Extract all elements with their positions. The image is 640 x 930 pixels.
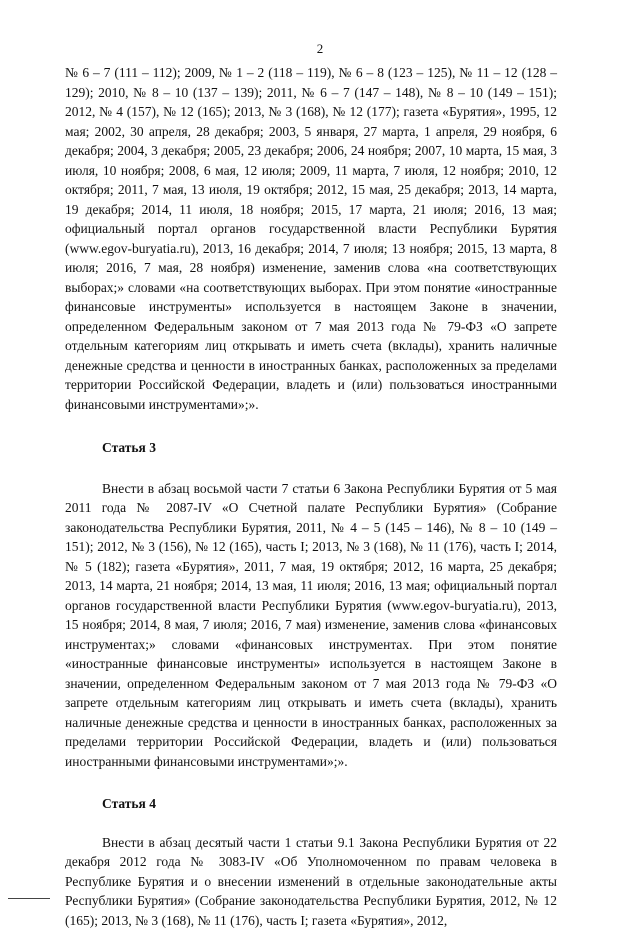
footer-rule (8, 898, 50, 899)
article-4-text: Внести в абзац десятый части 1 статьи 9.1 Закона Республики Бурятия от 22 декабря 2012 года № 3083-IV «Об Уполномоченном по правам человека в Республике Бурятия и о внесении изменений в отдельные законодательные акты Республики Бурятия» (Собрание законодательства Республики Бурятия, 2012, № 12 (165); 2013, № 3 (168), № 11 (176), часть I; газета «Бурятия», 2012, (65, 833, 557, 930)
article-3-text: Внести в абзац восьмой части 7 статьи 6 Закона Республики Бурятия от 5 мая 2011 года № 2087-IV «О Счетной палате Республики Бурятия» (Собрание законодательства Республики Бурятия, 2011, № 4 – 5 (145 – 146), № 8 – 10 (149 – 151); 2012, № 3 (156), № 12 (165), часть I; 2013, № 3 (168), № 11 (176), часть I; 2014, № 5 (182); газета «Бурятия», 2011, 7 мая, 19 октября; 2012, 16 марта, 25 декабря; 2013, 14 марта, 21 ноября; 2014, 13 мая, 11 июля; 2016, 13 мая; официальный портал органов государственной власти Республики Бурятия (www.egov-buryatia.ru), 2013, 15 ноября; 2014, 8 мая, 7 июля; 2016, 7 мая) изменение, заменив слова «финансовых инструментах;» словами «финансовых инструментах. При этом понятие «иностранные финансовые инструменты» используется в настоящем Законе в значении, определенном Федеральным законом от 7 мая 2013 года № 79-ФЗ «О запрете отдельным категориям лиц открывать и иметь счета (вклады), хранить наличные денежные средства и ценности в иностранных банках, расположенных за пределами территории Российской Федерации, владеть и (или) пользоваться иностранными финансовыми инструментами»;». (65, 479, 557, 772)
article-3-heading: Статья 3 (65, 438, 557, 458)
document-body (65, 63, 557, 930)
continued-paragraph: № 6 – 7 (111 – 112); 2009, № 1 – 2 (118 – 119), № 6 – 8 (123 – 125), № 11 – 12 (128 – 129); 2010, № 8 – 10 (137 – 139); 2011, № 6 – 7 (147 – 148), № 8 – 10 (149 – 151); 2012, № 4 (157), № 12 (165); 2013, № 3 (168), № 12 (177); газета «Бурятия», 1995, 12 мая; 2002, 30 апреля, 28 декабря; 2003, 5 января, 27 марта, 1 апреля, 29 ноября, 6 декабря; 2004, 3 декабря; 2005, 23 декабря; 2006, 24 ноября; 2007, 10 марта, 15 мая, 3 июля, 10 ноября; 2008, 6 мая, 12 июля; 2009, 11 марта, 7 июля, 12 ноября; 2010, 12 октября; 2011, 7 мая, 13 июля, 19 октября; 2012, 15 мая, 25 декабря; 2013, 14 марта, 19 декабря; 2014, 11 июля, 18 ноября; 2015, 17 марта, 21 июля; 2016, 13 мая; официальный портал органов государственной власти Республики Бурятия (www.egov-buryatia.ru), 2013, 16 декабря; 2014, 7 июля; 13 ноября; 2015, 13 марта, 8 июля; 2016, 7 мая, 28 ноября) изменение, заменив слова «на соответствующих выборах;» словами «на соответствующих выборах. При этом понятие «иностранные финансовые инструменты» используется в настоящем Законе в значении, определенном Федеральным законом от 7 мая 2013 года № 79-ФЗ «О запрете отдельным категориям лиц открывать и иметь счета (вклады), хранить наличные денежные средства и ценности в иностранных банках, расположенных за пределами территории Российской Федерации, владеть и (или) пользоваться иностранными финансовыми инструментами»;». (65, 63, 557, 414)
page-number: 2 (0, 41, 640, 57)
article-4-heading: Статья 4 (65, 794, 557, 814)
